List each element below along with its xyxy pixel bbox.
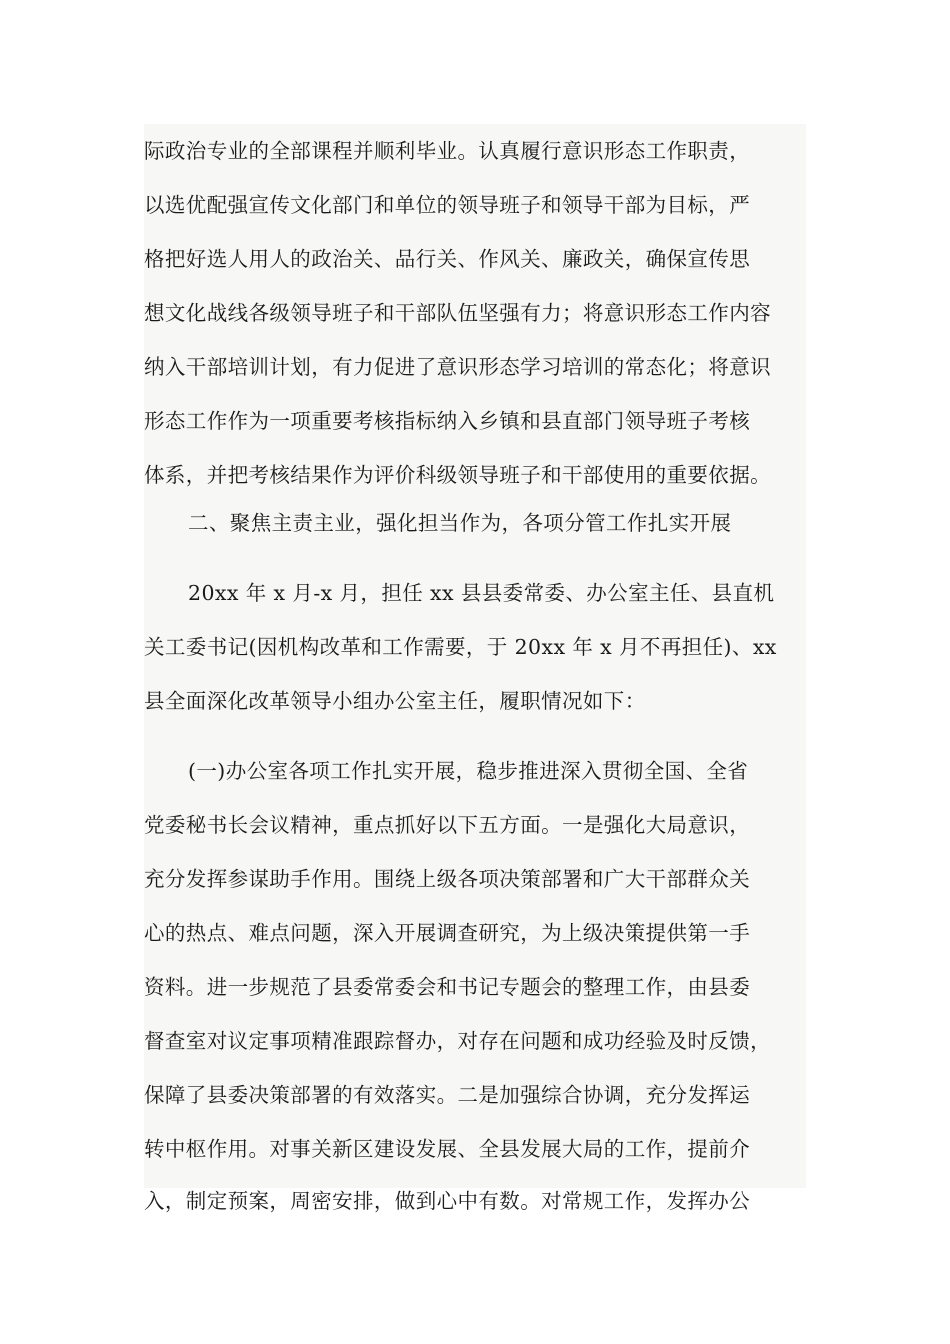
section-heading: 二、聚焦主责主业，强化担当作为，各项分管工作扎实开展 [188, 511, 732, 535]
text-line: 纳入干部培训计划，有力促进了意识形态学习培训的常态化；将意识 [144, 355, 771, 379]
text-line: 保障了县委决策部署的有效落实。二是加强综合协调，充分发挥运 [144, 1083, 751, 1107]
text-line: 资料。进一步规范了县委常委会和书记专题会的整理工作，由县委 [144, 975, 751, 999]
text-line: 充分发挥参谋助手作用。围绕上级各项决策部署和广大干部群众关 [144, 867, 751, 891]
text-line: 县全面深化改革领导小组办公室主任，履职情况如下： [144, 689, 646, 713]
text-line: 体系，并把考核结果作为评价科级领导班子和干部使用的重要依据。 [144, 463, 771, 487]
document-body [144, 124, 806, 1213]
text-line: 关工委书记(因机构改革和工作需要，于 20xx 年 x 月不再担任)、xx [144, 635, 777, 659]
text-line: 际政治专业的全部课程并顺利毕业。认真履行意识形态工作职责， [144, 139, 751, 163]
text-line: 格把好选人用人的政治关、品行关、作风关、廉政关，确保宣传思 [144, 247, 751, 271]
text-line: 以选优配强宣传文化部门和单位的领导班子和领导干部为目标，严 [144, 193, 751, 217]
text-line: 督查室对议定事项精准跟踪督办，对存在问题和成功经验及时反馈， [144, 1029, 771, 1053]
text-line: 想文化战线各级领导班子和干部队伍坚强有力；将意识形态工作内容 [144, 301, 771, 325]
text-line: 20xx 年 x 月-x 月，担任 xx 县县委常委、办公室主任、县直机 [188, 581, 775, 605]
text-line: 转中枢作用。对事关新区建设发展、全县发展大局的工作，提前介 [144, 1137, 751, 1161]
text-line: 党委秘书长会议精神，重点抓好以下五方面。一是强化大局意识， [144, 813, 751, 837]
text-line: 心的热点、难点问题，深入开展调查研究，为上级决策提供第一手 [144, 921, 751, 945]
text-line: 入，制定预案，周密安排，做到心中有数。对常规工作，发挥办公 [144, 1189, 751, 1213]
text-line: (一)办公室各项工作扎实开展，稳步推进深入贯彻全国、全省 [188, 759, 749, 783]
text-line: 形态工作作为一项重要考核指标纳入乡镇和县直部门领导班子考核 [144, 409, 751, 433]
